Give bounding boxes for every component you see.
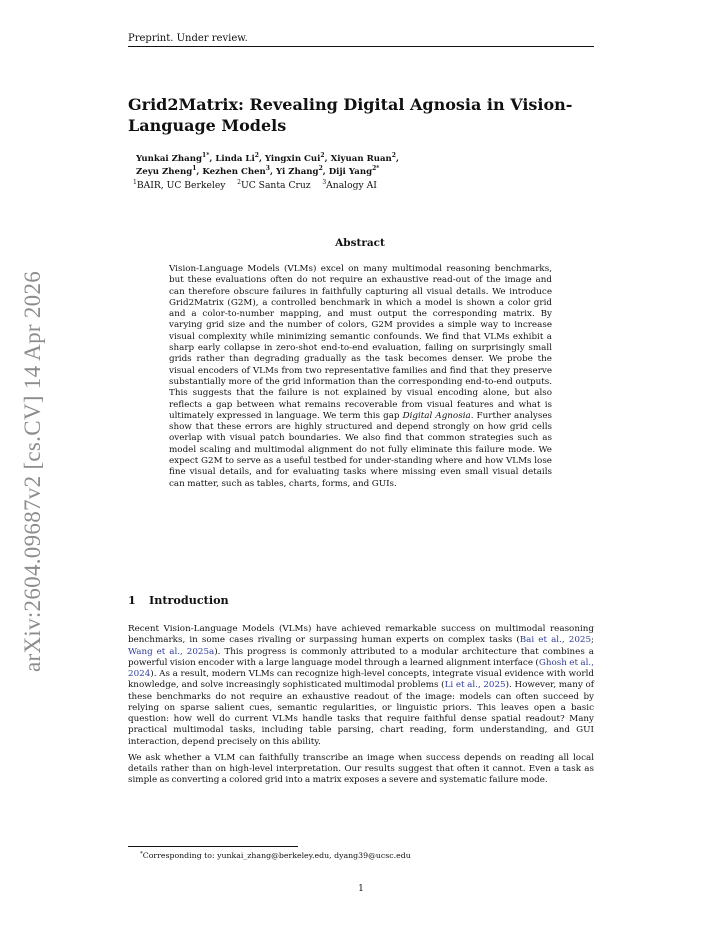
- author-name: Yi Zhang: [275, 166, 319, 177]
- affiliations: $^1$BAIR, UC Berkeley $^2$UC Santa Cruz $^3$Analogy AI: [133, 179, 377, 191]
- citation-link[interactable]: Wang et al., 2025a: [128, 646, 215, 657]
- author-name: Yunkai Zhang: [136, 154, 203, 164]
- affiliation-name: BAIR, UC Berkeley: [136, 180, 226, 191]
- abstract-heading: Abstract: [335, 237, 385, 249]
- citation-link[interactable]: Ghosh et al., 2024: [128, 657, 594, 679]
- footnote-mark: *: [140, 851, 143, 857]
- affiliation-name: UC Santa Cruz: [240, 180, 311, 191]
- author-name: Yingxin Cui: [264, 154, 321, 164]
- intro-body: [128, 624, 594, 787]
- page-number: 1: [358, 884, 364, 894]
- paper-title: Grid2Matrix: Revealing Digital Agnosia in Vision-Language Models: [128, 95, 573, 135]
- author-name: Xiyuan Ruan: [330, 154, 392, 164]
- abstract-body: Vision-Language Models (VLMs) excel on many multimodal reasoning benchmarks, but these evaluations often do not require an exhaustive read-out of the image and can therefore obscure failures in faithfully capturing all visual details. We introduce Grid2Matrix (G2M), a controlled benchmark in which a model is shown a color grid and a color-to-number mapping, and must output the corresponding matrix. By varying grid size and the number of colors, G2M provides a simple way to increase visual complexity while minimizing semantic confounds. We find that VLMs exhibit a sharp early collapse in zero-shot end-to-end evaluation, failing on surprisingly small grids rather than degrading gradually as the task becomes denser. We probe the visual encoders of VLMs from two representative families and find that they preserve substantially more of the grid information than the corresponding end-to-end outputs. This suggests that the failure is not explained by visual encoding alone, but also reflects a gap between what remains recoverable from visual features and what is ultimately expressed in language. We term this gap Digital Agnosia. Further analyses show that these errors are highly structured and depend strongly on how grid cells overlap with visual patch boundaries. We also find that common strategies such as model scaling and multimodal alignment do not fully eliminate this failure mode. We expect G2M to serve as a useful testbed for under-standing where and how VLMs lose fine visual details, and for evaluating tasks where missing even small visual details can matter, such as tables, charts, forms, and GUIs.: [169, 264, 552, 489]
- author-affil-mark: 1: [192, 164, 197, 172]
- author-affil-mark: 2: [320, 152, 325, 159]
- author-affil-mark: 2: [318, 164, 323, 172]
- citation-link[interactable]: Li et al., 2025: [444, 680, 506, 691]
- author-affil-mark: 2: [391, 152, 396, 159]
- author-affil-mark: 1*: [202, 152, 210, 159]
- section-title: Introduction: [149, 593, 229, 607]
- footnote-rule: [128, 846, 298, 847]
- citation-link[interactable]: Bai et al., 2025: [519, 635, 592, 646]
- term-digital-agnosia: Digital Agnosia: [402, 410, 471, 421]
- running-header: Preprint. Under review.: [128, 33, 248, 44]
- intro-paragraph: We ask whether a VLM can faithfully transcribe an image when success depends on reading all local details rather than on high-level interpretation. Our results suggest that often it cannot. Even a task as simple as converting a colored grid into a matrix exposes a severe and systematic failure mode.: [128, 752, 594, 786]
- author-name: Kezhen Chen: [202, 166, 266, 177]
- author-affil-mark: 2*: [372, 164, 380, 172]
- section-number: 1: [128, 593, 136, 607]
- affiliation-name: Analogy AI: [326, 180, 377, 191]
- section-heading: [128, 593, 229, 607]
- author-name: Diji Yang: [328, 166, 373, 177]
- author-affil-mark: 2: [254, 152, 259, 159]
- author-list: Yunkai Zhang$^{1*}$, Linda Li$^2$, Yingxin Cui$^2$, Xiyuan Ruan$^2$, Zeyu Zheng$^1$, Kezhen Chen$^3$, Yi Zhang$^2$, Diji Yang$^{2*}$: [136, 152, 399, 177]
- author-affil-mark: 3: [265, 164, 270, 172]
- author-name: Zeyu Zheng: [136, 166, 193, 177]
- arxiv-stamp: arXiv:2604.09687v2 [cs.CV] 14 Apr 2026: [20, 270, 45, 672]
- header-rule: [128, 46, 594, 47]
- intro-paragraph: Recent Vision-Language Models (VLMs) have achieved remarkable success on multimodal reasoning benchmarks, in some cases rivaling or surpassing human experts on complex tasks (Bai et al., 2025; Wang et al., 2025a). This progress is commonly attributed to a modular architecture that combines a powerful vision encoder with a large language model through a learned alignment interface (Ghosh et al., 2024). As a result, modern VLMs can recognize high-level concepts, integrate visual evidence with world knowledge, and solve increasingly sophisticated multimodal problems (Li et al., 2025). However, many of these benchmarks do not require an exhaustive readout of the image: models can often succeed by relying on sparse salient cues, semantic regularities, or linguistic priors. This leaves open a basic question: how well do current VLMs handle tasks that require faithful dense spatial readout? Many practical multimodal tasks, including table parsing, chart reading, form understanding, and GUI interaction, depend precisely on this ability.: [128, 624, 594, 747]
- author-name: Linda Li: [215, 154, 255, 164]
- footnote: *Corresponding to: yunkai_zhang@berkeley.edu, dyang39@ucsc.edu: [140, 851, 411, 860]
